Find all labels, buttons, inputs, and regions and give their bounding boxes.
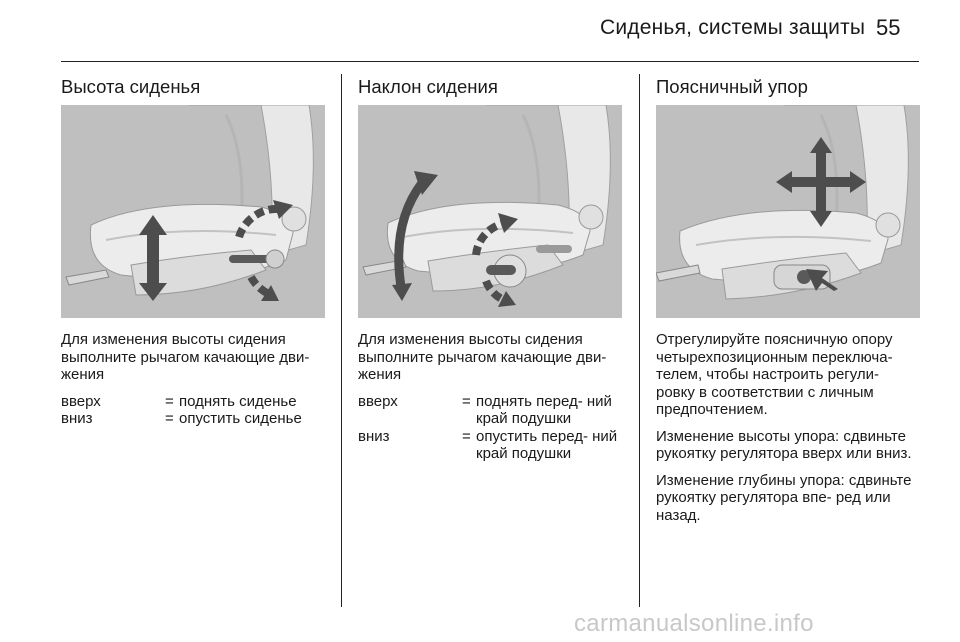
column-divider-1 [341,74,342,607]
seat-height-illustration [61,105,325,318]
direction-key: вверх [61,392,101,410]
direction-value: опустить перед- ний край подушки [476,427,618,462]
direction-key: вниз [358,427,390,445]
instruction-paragraph: Изменение глубины упора: сдвиньте рукоятку регулятора впе- ред или назад. [656,471,912,524]
section-seat-tilt [358,74,622,100]
watermark: carmanualsonline.info [574,610,814,637]
table-row [61,393,325,411]
table-row [358,428,622,463]
direction-value: опустить сиденье [179,410,302,427]
section-heading: Наклон сидения [358,76,498,97]
instruction-paragraph: Изменение высоты упора: сдвиньте рукоятку регулятора вверх или вниз. [656,427,912,462]
direction-table [358,393,622,463]
table-row [61,410,325,428]
equals-sign: = [165,410,174,427]
page-header-title: Сиденья, системы защиты [600,16,866,39]
direction-value: поднять сиденье [179,392,297,410]
section-lumbar-support [656,74,920,100]
column-divider-2 [639,74,640,607]
seat-tilt-illustration [358,105,622,318]
header-rule [61,61,919,62]
instruction-text: Для изменения высоты сидения выполните рычагом качающие дви- жения [61,331,310,383]
direction-key: вверх [358,392,398,410]
equals-sign: = [462,427,471,445]
seat-height-text [61,331,325,428]
instruction-paragraph: Отрегулируйте поясничную опору четырехпозиционным переключа- телем, чтобы настроить регули- ровку в соответствии с личным предпочтением. [656,331,893,418]
section-seat-height [61,74,325,100]
direction-table [61,393,325,428]
section-heading: Поясничный упор [656,76,808,97]
section-heading: Высота сиденья [61,76,201,97]
equals-sign: = [462,392,471,410]
instruction-text: Для изменения высоты сидения выполните рычагом качающие дви- жения [358,331,607,383]
seat-tilt-text [358,331,622,463]
direction-key: вниз [61,410,93,427]
lumbar-support-text [656,331,920,533]
page-number: 55 [876,15,901,40]
direction-value: поднять перед- ний край подушки [476,392,612,427]
table-row [358,393,622,428]
equals-sign: = [165,392,174,410]
lumbar-support-illustration [656,105,920,318]
